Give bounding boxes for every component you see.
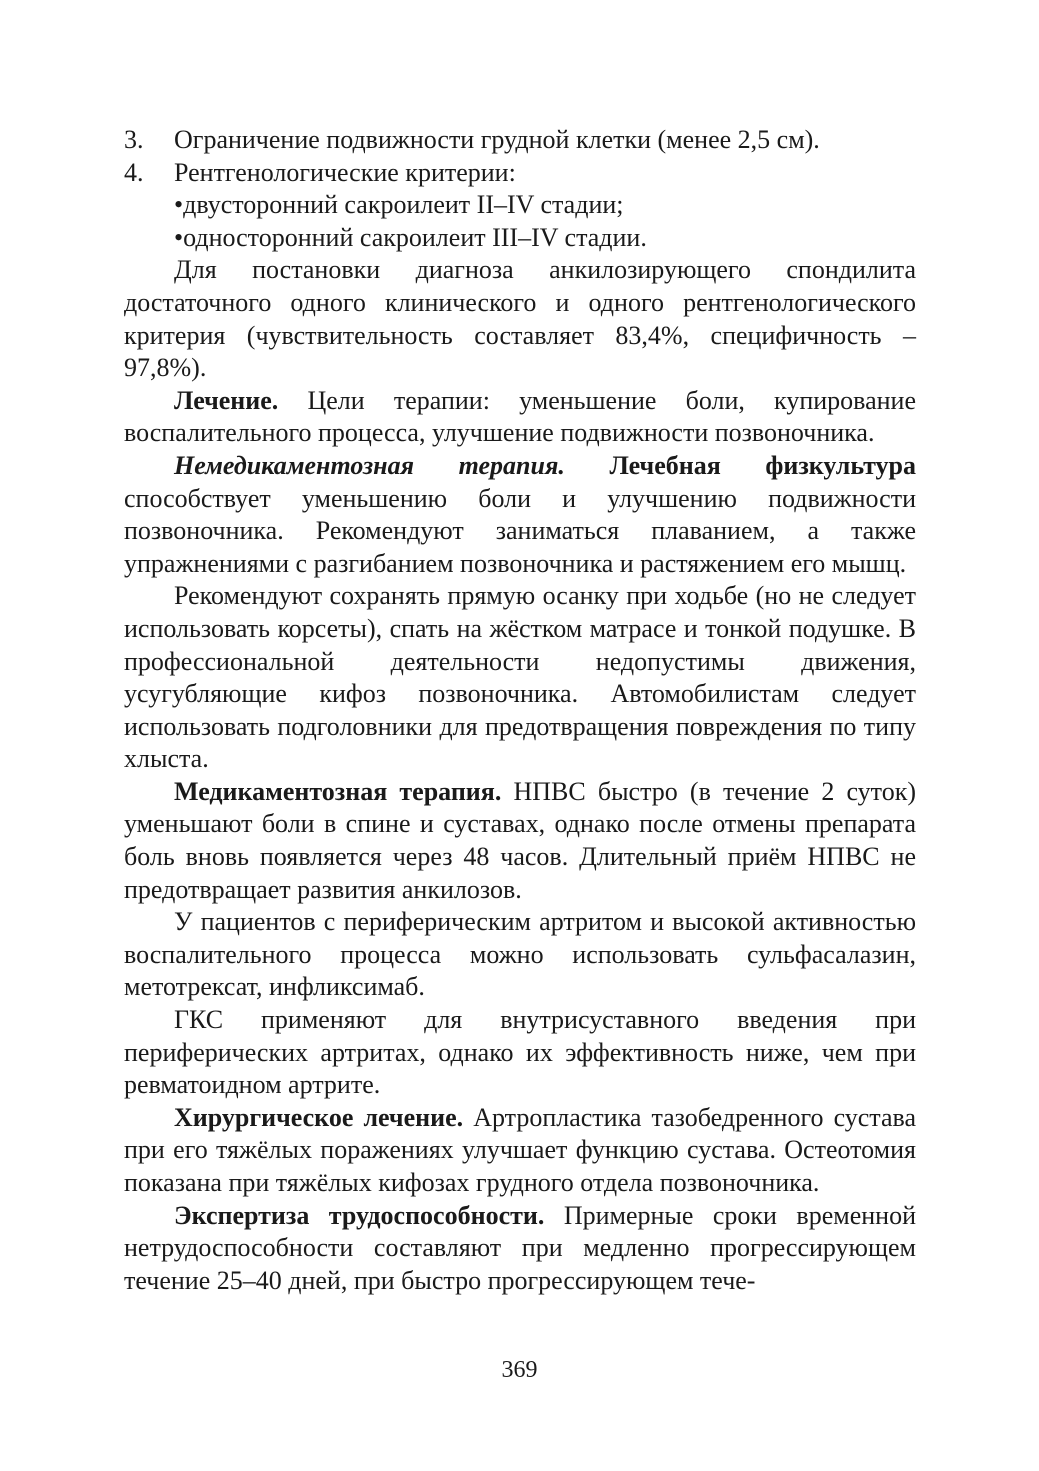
paragraph-text: Примерные сроки временной нетрудоспособности составляют при медленно прогрессирующем течение 25–40 дней, при быстро прогрессирующем тече- (124, 1200, 916, 1295)
paragraph-text: Артропластика тазобедренного сустава при его тяжёлых поражениях улучшает функцию сустава. Остеотомия показана при тяжёлых кифозах грудного отдела позвоночника. (124, 1102, 916, 1197)
paragraph-gks: ГКС применяют для внутрисуставного введения при периферических артритах, однако их эффективность ниже, чем при ревматоидном артрите. (124, 1005, 916, 1100)
bullet-item: •односторонний сакроилеит III–IV стадии. (174, 222, 647, 252)
list-text: Ограничение подвижности грудной клетки (менее 2,5 см). (174, 125, 820, 154)
paragraph-treatment (124, 385, 916, 450)
paragraph-text: Цели терапии: уменьшение боли, купирование воспалительного процесса, улучшение подвижности позвоночника. (124, 385, 916, 448)
paragraph-text: способствует уменьшению боли и улучшению подвижности позвоночника. Рекомендуют заниматься плаванием, а также упражнениями с разгибанием позвоночника и растяжением его мышц. (124, 483, 916, 578)
heading-treatment: Лечение. (174, 385, 279, 415)
list-item (124, 124, 916, 157)
paragraph-diagnosis: Для постановки диагноза анкилозирующего спондилита достаточного одного клинического и одного рентгенологического критерия (чувствительность составляет 83,4%, специфичность – 97,8%). (124, 255, 916, 383)
heading-expertise: Экспертиза трудоспособности. (174, 1200, 545, 1230)
paragraph-posture: Рекомендуют сохранять прямую осанку при ходьбе (но не следует использовать корсеты), спать на жёстком матрасе и тонкой подушке. В профессиональной деятельности недопустимы движения, усугубляющие кифоз позвоночника. Автомобилистам следует использовать подголовники для предотвращения повреждения по типу хлыста. (124, 581, 916, 774)
heading-surgery: Хирургическое лечение. (174, 1102, 464, 1132)
paragraph-surgery (124, 1102, 916, 1200)
paragraph-nondrug (124, 450, 916, 580)
list-text: Рентгенологические критерии: (174, 157, 516, 187)
list-number: 4. (124, 157, 144, 187)
page-number: 369 (501, 1357, 538, 1383)
paragraph-text: НПВС быстро (в течение 2 суток) уменьшают боли в спине и суставах, однако после отмены препарата боль вновь появляется через 48 часов. Длительный приём НПВС не предотвращает развития анкилозов. (124, 776, 916, 904)
list-number: 3. (124, 125, 144, 154)
heading-nondrug: Немедикаментозная терапия. (174, 450, 565, 480)
page-body (124, 124, 916, 1297)
term-physiotherapy: Лечебная физкультура (564, 450, 916, 480)
paragraph-drug (124, 776, 916, 906)
heading-drug: Медикаментозная терапия. (174, 776, 502, 806)
paragraph-expertise (124, 1200, 916, 1298)
list-item (124, 157, 916, 190)
bullet-item: •двусторонний сакроилеит II–IV стадии; (174, 190, 624, 220)
paragraph-arthritis: У пациентов с периферическим артритом и высокой активностью воспалительного процесса можно использовать сульфасалазин, метотрексат, инфликсимаб. (124, 907, 916, 1002)
